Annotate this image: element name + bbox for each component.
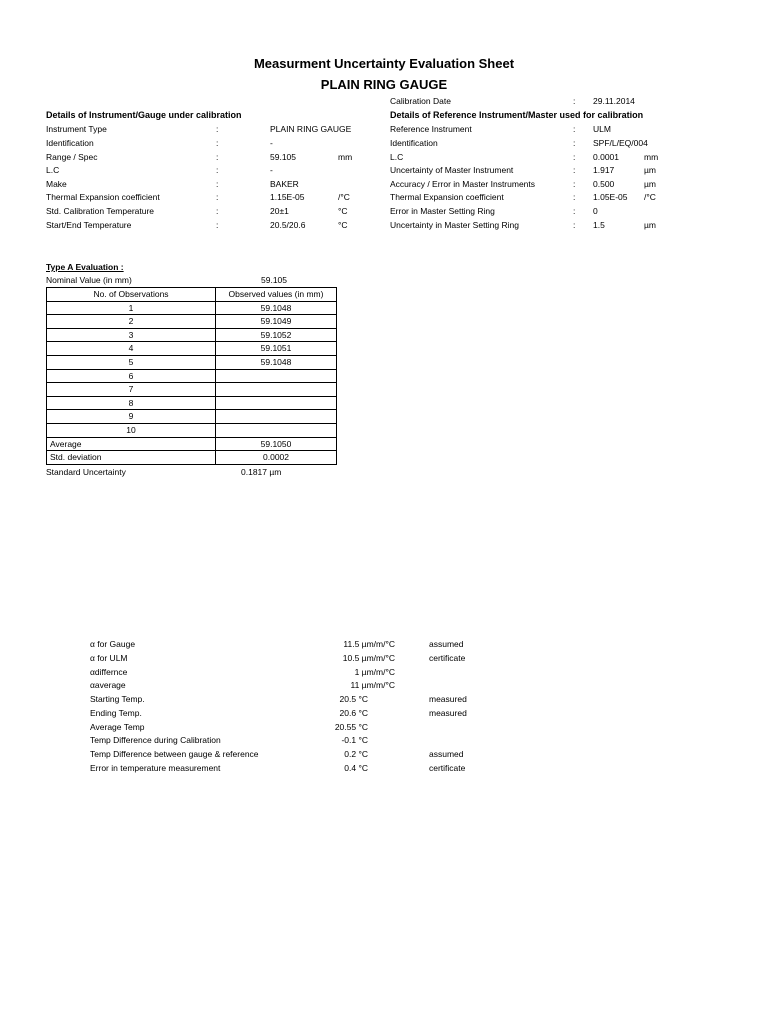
- reference-colon: :: [573, 220, 576, 230]
- observed-value: [216, 396, 337, 410]
- reference-value: 1.05E-05: [593, 192, 628, 202]
- instrument-unit: /°C: [338, 192, 350, 202]
- standard-uncertainty-label: Standard Uncertainty: [46, 467, 126, 477]
- instrument-value: -: [270, 165, 273, 175]
- reference-heading: Details of Reference Instrument/Master used for calibration: [390, 110, 644, 120]
- reference-label: Thermal Expansion coefficient: [390, 192, 504, 202]
- observed-value: [216, 423, 337, 437]
- instrument-label: Identification: [46, 138, 94, 148]
- reference-unit: µm: [644, 220, 656, 230]
- reference-value: SPF/L/EQ/004: [593, 138, 648, 148]
- instrument-label: Make: [46, 179, 67, 189]
- param-label: αaverage: [90, 680, 126, 690]
- instrument-unit: °C: [338, 220, 348, 230]
- reference-value: 0.0001: [593, 152, 619, 162]
- instrument-unit: °C: [338, 206, 348, 216]
- instrument-label: Instrument Type: [46, 124, 107, 134]
- reference-label: Accuracy / Error in Master Instruments: [390, 179, 536, 189]
- reference-colon: :: [573, 179, 576, 189]
- reference-label: L.C: [390, 152, 404, 162]
- instrument-value: BAKER: [270, 179, 299, 189]
- param-note: certificate: [429, 763, 466, 773]
- param-label: Starting Temp.: [90, 694, 145, 704]
- instrument-colon: :: [216, 220, 219, 230]
- instrument-value: -: [270, 138, 273, 148]
- param-label: Ending Temp.: [90, 708, 142, 718]
- reference-label: Error in Master Setting Ring: [390, 206, 495, 216]
- instrument-colon: :: [216, 138, 219, 148]
- instrument-label: Range / Spec: [46, 152, 98, 162]
- observation-number: 8: [47, 396, 216, 410]
- observed-value: 59.1051: [216, 342, 337, 356]
- param-value: 20.5 °C: [339, 694, 368, 704]
- reference-unit: /°C: [644, 192, 656, 202]
- param-value: 20.55 °C: [334, 722, 368, 732]
- param-value: 1 µm/m/°C: [354, 667, 395, 677]
- observed-value: 59.1048: [216, 355, 337, 369]
- instrument-unit: mm: [338, 152, 353, 162]
- calibration-date-value: 29.11.2014: [593, 96, 635, 106]
- instrument-label: L.C: [46, 165, 60, 175]
- reference-value: 1.917: [593, 165, 615, 175]
- observed-value: 59.1049: [216, 315, 337, 329]
- table-row: [47, 369, 337, 383]
- observed-value: 59.1052: [216, 328, 337, 342]
- param-label: Temp Difference during Calibration: [90, 735, 221, 745]
- table-row: [47, 328, 337, 342]
- type-a-heading: Type A Evaluation :: [46, 262, 124, 272]
- instrument-value: 20.5/20.6: [270, 220, 306, 230]
- observation-number: 1: [47, 301, 216, 315]
- reference-colon: :: [573, 206, 576, 216]
- std-deviation-row: [47, 451, 337, 465]
- standard-uncertainty-value: 0.1817 µm: [241, 467, 282, 477]
- reference-value: 0: [593, 206, 598, 216]
- observation-number: 3: [47, 328, 216, 342]
- instrument-colon: :: [216, 165, 219, 175]
- calibration-date-label: Calibration Date: [390, 96, 451, 106]
- table-row: [47, 301, 337, 315]
- instrument-heading: Details of Instrument/Gauge under calibration: [46, 110, 242, 120]
- observation-number: 4: [47, 342, 216, 356]
- instrument-value: 1.15E-05: [270, 192, 305, 202]
- observation-number: 9: [47, 410, 216, 424]
- reference-unit: µm: [644, 179, 656, 189]
- reference-colon: :: [573, 192, 576, 202]
- reference-colon: :: [573, 152, 576, 162]
- observation-number: 5: [47, 355, 216, 369]
- observations-table: [46, 287, 337, 465]
- instrument-label: Std. Calibration Temperature: [46, 206, 155, 216]
- instrument-value: PLAIN RING GAUGE: [270, 124, 352, 134]
- param-value: 20.6 °C: [339, 708, 368, 718]
- table-row: [47, 383, 337, 397]
- sheet-subtitle: PLAIN RING GAUGE: [320, 77, 448, 92]
- sheet-title: Measurment Uncertainty Evaluation Sheet: [253, 56, 515, 71]
- param-value: -0.1 °C: [341, 735, 368, 745]
- reference-unit: µm: [644, 165, 656, 175]
- average-value: 59.1050: [216, 437, 337, 451]
- table-row: [47, 396, 337, 410]
- observation-number: 10: [47, 423, 216, 437]
- header-observed-values: Observed values (in mm): [216, 288, 337, 302]
- param-label: Error in temperature measurement: [90, 763, 221, 773]
- instrument-value: 20±1: [270, 206, 289, 216]
- instrument-colon: :: [216, 206, 219, 216]
- param-value: 0.4 °C: [344, 763, 368, 773]
- observation-number: 6: [47, 369, 216, 383]
- param-note: certificate: [429, 653, 466, 663]
- average-row: [47, 437, 337, 451]
- instrument-value: 59.105: [270, 152, 296, 162]
- instrument-label: Thermal Expansion coefficient: [46, 192, 160, 202]
- instrument-colon: :: [216, 192, 219, 202]
- observation-number: 2: [47, 315, 216, 329]
- reference-label: Identification: [390, 138, 438, 148]
- table-row: [47, 423, 337, 437]
- reference-value: 0.500: [593, 179, 615, 189]
- instrument-colon: :: [216, 179, 219, 189]
- param-label: α for ULM: [90, 653, 128, 663]
- nominal-value: 59.105: [261, 275, 287, 285]
- calibration-date-colon: :: [573, 96, 576, 106]
- reference-colon: :: [573, 138, 576, 148]
- param-label: αdiffernce: [90, 667, 128, 677]
- param-value: 11 µm/m/°C: [350, 680, 395, 690]
- observed-value: [216, 410, 337, 424]
- reference-colon: :: [573, 124, 576, 134]
- reference-value: ULM: [593, 124, 611, 134]
- observed-value: [216, 369, 337, 383]
- param-note: assumed: [429, 639, 464, 649]
- param-value: 11.5 µm/m/°C: [343, 639, 395, 649]
- observation-number: 7: [47, 383, 216, 397]
- std-deviation-value: 0.0002: [216, 451, 337, 465]
- param-label: Average Temp: [90, 722, 145, 732]
- table-header-row: [47, 288, 337, 302]
- nominal-value-label: Nominal Value (in mm): [46, 275, 132, 285]
- param-label: α for Gauge: [90, 639, 136, 649]
- instrument-label: Start/End Temperature: [46, 220, 132, 230]
- reference-label: Uncertainty in Master Setting Ring: [390, 220, 519, 230]
- param-value: 10.5 µm/m/°C: [342, 653, 395, 663]
- param-label: Temp Difference between gauge & reference: [90, 749, 259, 759]
- reference-colon: :: [573, 165, 576, 175]
- observed-value: 59.1048: [216, 301, 337, 315]
- param-note: assumed: [429, 749, 464, 759]
- param-value: 0.2 °C: [344, 749, 368, 759]
- reference-value: 1.5: [593, 220, 605, 230]
- table-row: [47, 410, 337, 424]
- param-note: measured: [429, 708, 467, 718]
- observed-value: [216, 383, 337, 397]
- instrument-colon: :: [216, 124, 219, 134]
- reference-label: Reference Instrument: [390, 124, 472, 134]
- reference-unit: mm: [644, 152, 659, 162]
- table-row: [47, 342, 337, 356]
- header-observations: No. of Observations: [47, 288, 216, 302]
- table-row: [47, 355, 337, 369]
- average-label: Average: [47, 437, 216, 451]
- instrument-colon: :: [216, 152, 219, 162]
- param-note: measured: [429, 694, 467, 704]
- std-deviation-label: Std. deviation: [47, 451, 216, 465]
- table-row: [47, 315, 337, 329]
- reference-label: Uncertainty of Master Instrument: [390, 165, 514, 175]
